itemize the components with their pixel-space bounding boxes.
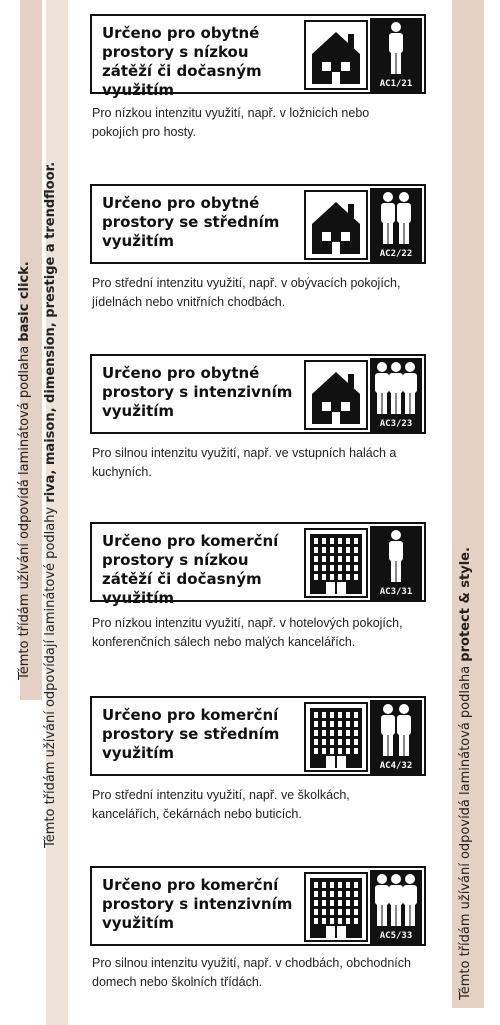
persons-pictogram bbox=[370, 870, 422, 944]
house-icon bbox=[304, 190, 368, 260]
usage-class-code: AC3/23 bbox=[370, 419, 422, 429]
usage-class-card bbox=[90, 14, 426, 99]
side-label-riva-maison: Těmto třídám užívání odpovídají laminátové podlahy riva, maison, dimension, prestige a trendfloor. bbox=[43, 161, 58, 848]
house-icon bbox=[304, 20, 368, 90]
persons-icon bbox=[370, 700, 422, 760]
house-icon bbox=[306, 192, 366, 258]
office-building-icon bbox=[304, 702, 368, 772]
persons-icon bbox=[370, 358, 422, 418]
usage-class-title: Určeno pro obytné prostory s intenzivním využitím bbox=[102, 364, 293, 420]
usage-class-title: Určeno pro komerční prostory se středním využitím bbox=[102, 706, 280, 762]
house-icon bbox=[306, 362, 366, 428]
usage-class-card bbox=[90, 354, 426, 434]
usage-class-code: AC3/31 bbox=[370, 587, 422, 597]
usage-class-description: Pro střední intenzitu využití, např. ve školkách, kancelářích, čekárnách nebo buticích. bbox=[92, 788, 350, 821]
usage-class-title: Určeno pro komerční prostory s intenzivním využitím bbox=[102, 876, 293, 932]
persons-icon bbox=[370, 526, 422, 586]
usage-class-description: Pro nízkou intenzitu využití, např. v ložnicích nebo pokojích pro hosty. bbox=[92, 106, 370, 139]
persons-pictogram bbox=[370, 700, 422, 774]
office-building-icon bbox=[304, 872, 368, 942]
usage-class-card bbox=[90, 184, 426, 264]
side-label-protect-style: Těmto třídám užívání odpovídá laminátová podlaha protect & style. bbox=[458, 547, 473, 1000]
persons-pictogram bbox=[370, 358, 422, 432]
usage-class-description: Pro nízkou intenzitu využití, např. v hotelových pokojích, konferenčních sálech nebo malých kancelářích. bbox=[92, 616, 403, 649]
usage-class-code: AC5/33 bbox=[370, 931, 422, 941]
persons-pictogram bbox=[370, 18, 422, 92]
usage-class-code: AC1/21 bbox=[370, 79, 422, 89]
persons-icon bbox=[370, 188, 422, 248]
side-label-basic-click: Těmto třídám užívání odpovídá laminátová podlaha basic click. bbox=[17, 261, 32, 680]
persons-pictogram bbox=[370, 526, 422, 600]
usage-class-code: AC4/32 bbox=[370, 761, 422, 771]
usage-class-description: Pro střední intenzitu využití, např. v obývacích pokojích, jídelnách nebo vnitřních chodbách. bbox=[92, 276, 401, 309]
usage-class-card bbox=[90, 696, 426, 776]
usage-class-title: Určeno pro obytné prostory se středním využitím bbox=[102, 194, 280, 250]
office-building-icon bbox=[306, 530, 366, 596]
house-icon bbox=[304, 360, 368, 430]
persons-pictogram bbox=[370, 188, 422, 262]
usage-class-card bbox=[90, 522, 426, 607]
usage-class-title: Určeno pro obytné prostory s nízkou zátěží či dočasným využitím bbox=[102, 24, 262, 99]
persons-icon bbox=[370, 870, 422, 930]
usage-class-description: Pro silnou intenzitu využití, např. v chodbách, obchodních domech nebo školních třídách. bbox=[92, 956, 411, 989]
house-icon bbox=[306, 22, 366, 88]
usage-class-description: Pro silnou intenzitu využití, např. ve vstupních halách a kuchyních. bbox=[92, 446, 397, 479]
office-building-icon bbox=[306, 874, 366, 940]
usage-class-code: AC2/22 bbox=[370, 249, 422, 259]
office-building-icon bbox=[304, 528, 368, 598]
usage-class-title: Určeno pro komerční prostory s nízkou zátěží či dočasným využitím bbox=[102, 532, 279, 607]
persons-icon bbox=[370, 18, 422, 78]
office-building-icon bbox=[306, 704, 366, 770]
usage-class-card bbox=[90, 866, 426, 946]
